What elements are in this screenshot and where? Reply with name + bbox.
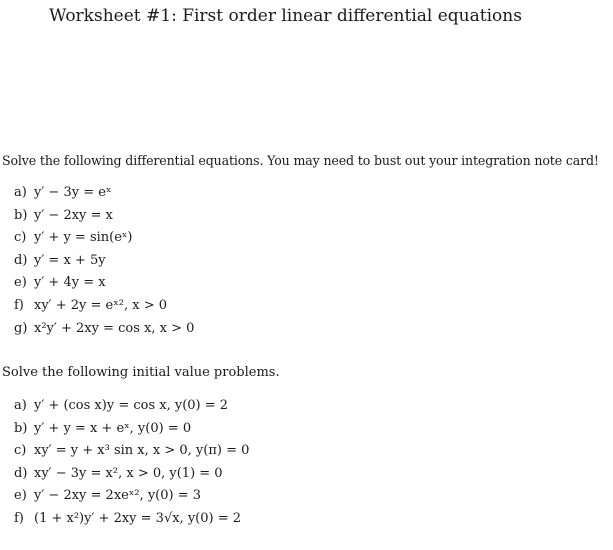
problem-label: f) [14,510,24,526]
problem-label: e) [14,488,27,504]
problem-label: b) [14,420,28,436]
problem-equation: y′ + y = x + eˣ, y(0) = 0 [34,420,192,436]
list-item [14,227,194,250]
list-item [14,205,194,228]
list-item [14,440,249,463]
problem-equation: y′ − 2xy = 2xeˣ², y(0) = 3 [34,488,202,504]
list-item [14,463,249,486]
problem-label: d) [14,465,28,481]
list-item [14,395,249,418]
problem-equation: xy′ = y + x³ sin x, x > 0, y(π) = 0 [34,443,250,459]
list-item [14,250,194,273]
list-item [14,272,194,295]
problem-equation: y′ − 3y = eˣ [34,185,112,200]
problem-label: a) [14,398,27,413]
list-item [14,418,249,441]
problem-label: b) [14,207,28,223]
problem-equation: x²y′ + 2xy = cos x, x > 0 [34,320,195,336]
problem-label: g) [14,320,28,336]
problem-label: c) [14,230,27,246]
problem-label: f) [14,297,24,313]
initial-value-problems-list [14,395,249,531]
list-item [14,182,194,205]
problem-label: e) [14,275,27,291]
worksheet-title: Worksheet #1: First order linear differential equations [49,6,522,26]
instructions-initial-value-problems: Solve the following initial value problems. [2,365,280,380]
problem-label: c) [14,443,27,459]
problem-label: a) [14,185,27,200]
list-item [14,508,249,531]
problem-equation: (1 + x²)y′ + 2xy = 3√x, y(0) = 2 [34,510,242,526]
problem-equation: y′ + 4y = x [34,275,106,291]
problem-equation: y′ + y = sin(eˣ) [34,230,133,246]
list-item [14,295,194,318]
list-item [14,485,249,508]
list-item [14,318,194,341]
problem-equation: y′ = x + 5y [34,252,106,268]
differential-equations-list [14,182,194,340]
instructions-differential-equations: Solve the following differential equations. You may need to bust out your integration note card! [2,153,599,168]
problem-equation: y′ − 2xy = x [34,207,113,223]
problem-equation: xy′ + 2y = eˣ², x > 0 [34,297,167,313]
problem-equation: y′ + (cos x)y = cos x, y(0) = 2 [34,398,229,413]
problem-label: d) [14,252,28,268]
problem-equation: xy′ − 3y = x², x > 0, y(1) = 0 [34,465,223,481]
